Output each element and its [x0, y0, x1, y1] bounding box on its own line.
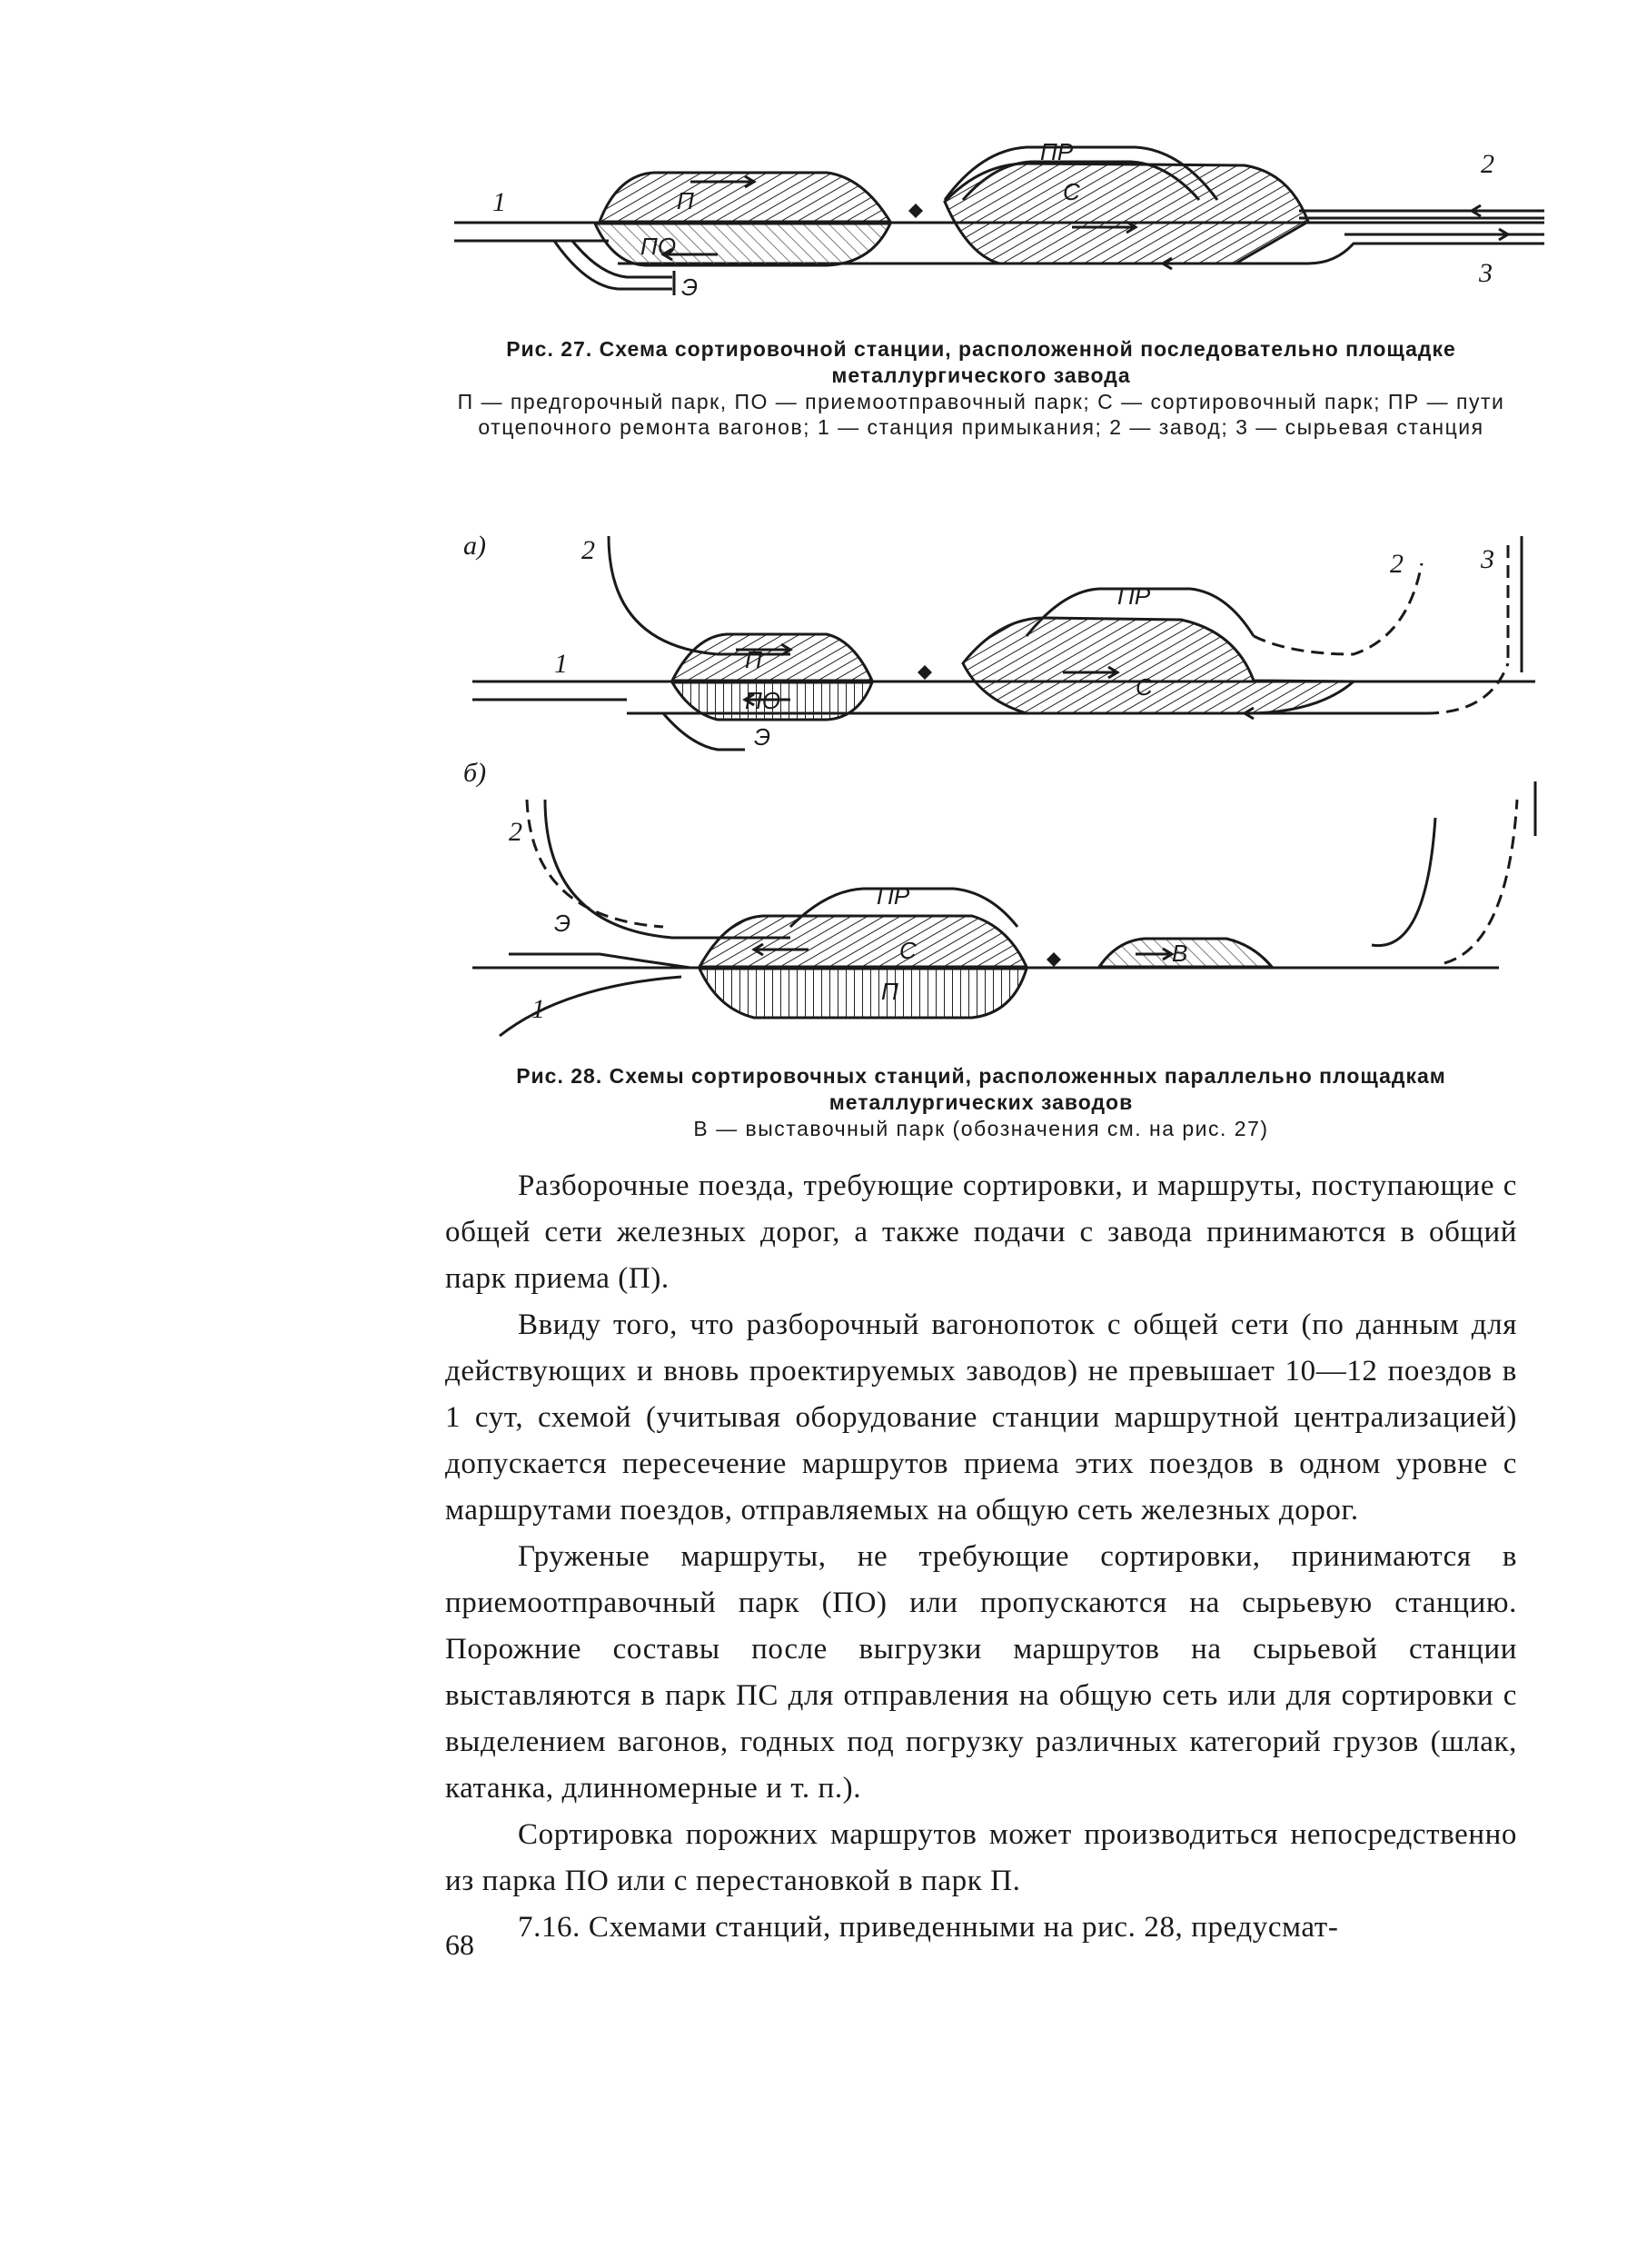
park-p — [600, 173, 890, 222]
figure-28-diagram — [445, 527, 1553, 1054]
figure-28-number: Рис. 28. — [516, 1064, 603, 1088]
fig28b-label-2: 2 — [509, 817, 522, 847]
fig28a-label-pr: ПР — [1117, 582, 1151, 610]
fig27-label-e: Э — [681, 274, 699, 301]
fig28a-park-s — [963, 618, 1354, 713]
fig27-label-3: 3 — [1479, 258, 1493, 288]
paragraph-5: 7.16. Схемами станций, приведенными на рис. 28, предусмат- — [518, 1911, 1339, 1944]
park-s — [945, 164, 1308, 264]
fig28a-label-s: С — [1136, 673, 1153, 701]
fig28b-label-s: С — [899, 937, 917, 964]
fig27-label-1: 1 — [492, 187, 506, 217]
paragraph-3: Груженые маршруты, не требующие сортировки, принимаются в приемоотправочный парк (ПО) или пропускаются на сырьевую станцию. Порожние составы после выгрузки маршрутов на сырьевой станции выставляются в парк ПС для отправления на общую сеть или для сортировки с выделением вагонов, годных под погрузку различных категорий грузов (шлак, катанка, длинномерные и т. п.). — [445, 1540, 1517, 1805]
figure-28-legend: В — выставочный парк (обозначения см. на рис. 27) — [693, 1116, 1269, 1140]
figure-28-title: Схемы сортировочных станций, расположенных параллельно площадкам металлургических заводов — [609, 1064, 1446, 1114]
fig28b-label-1: 1 — [531, 994, 545, 1024]
fig28b-label-pr: ПР — [877, 882, 910, 910]
fig28a-label-2: 2 — [581, 535, 595, 565]
fig27-label-2: 2 — [1481, 149, 1494, 179]
fig28a-label-po: ПО — [745, 687, 781, 714]
fig27-label-pr: ПР — [1040, 138, 1074, 165]
body-text — [445, 1163, 1517, 1951]
fig28-label-a: а) — [463, 531, 486, 561]
fig28b-park-s — [699, 916, 1027, 967]
page-number: 68 — [445, 1928, 474, 1961]
paragraph-2: Ввиду того, что разборочный вагонопоток с общей сети (по данным для действующих и вновь проектируемых заводов) не превышает 10—12 поездов в 1 сут, схемой (учитывая оборудование станции маршрутной централизацией) допускается пересечение маршрутов приема этих поездов в одном уровне с маршрутами поездов, отправляемых на общую сеть железных дорог. — [445, 1308, 1517, 1527]
fig27-label-po: ПО — [640, 233, 677, 260]
fig28b-label-e: Э — [554, 910, 571, 937]
fig28b-label-v: В — [1172, 940, 1188, 967]
fig28a-label-e: Э — [754, 723, 771, 751]
fig27-label-s: С — [1063, 178, 1080, 205]
figure-27-caption — [445, 336, 1517, 441]
fig28a-label-2b: 2 — [1390, 549, 1404, 579]
fig28a-park-p — [672, 634, 872, 681]
fig28a-label-p: П — [745, 646, 762, 673]
fig27-label-p: П — [677, 187, 694, 214]
paragraph-4: Сортировка порожних маршрутов может производиться непосредственно из парка ПО или с перестановкой в парк П. — [445, 1818, 1517, 1897]
fig28-label-b: б) — [463, 758, 487, 788]
figure-27-title: Схема сортировочной станции, расположенной последовательно площадке металлургического завода — [599, 337, 1456, 387]
fig28b-park-p — [699, 969, 1027, 1018]
paragraph-1: Разборочные поезда, требующие сортировки, и маршруты, поступающие с общей сети железных дорог, а также подачи с завода принимаются в общий парк приема (П). — [445, 1169, 1517, 1295]
park-po — [595, 224, 890, 265]
figure-28-caption — [445, 1063, 1517, 1141]
figure-27-diagram — [436, 127, 1553, 309]
fig28a-label-3: 3 — [1481, 544, 1494, 574]
fig28b-label-p: П — [881, 978, 898, 1005]
figure-27-legend: П — предгорочный парк, ПО — приемоотправочный парк; С — сортировочный парк; ПР — пути отцепочного ремонта вагонов; 1 — станция примыкания; 2 — завод; 3 — сырьевая станция — [457, 389, 1505, 440]
fig28a-label-1: 1 — [554, 649, 568, 679]
figure-27-number: Рис. 27. — [506, 337, 593, 361]
